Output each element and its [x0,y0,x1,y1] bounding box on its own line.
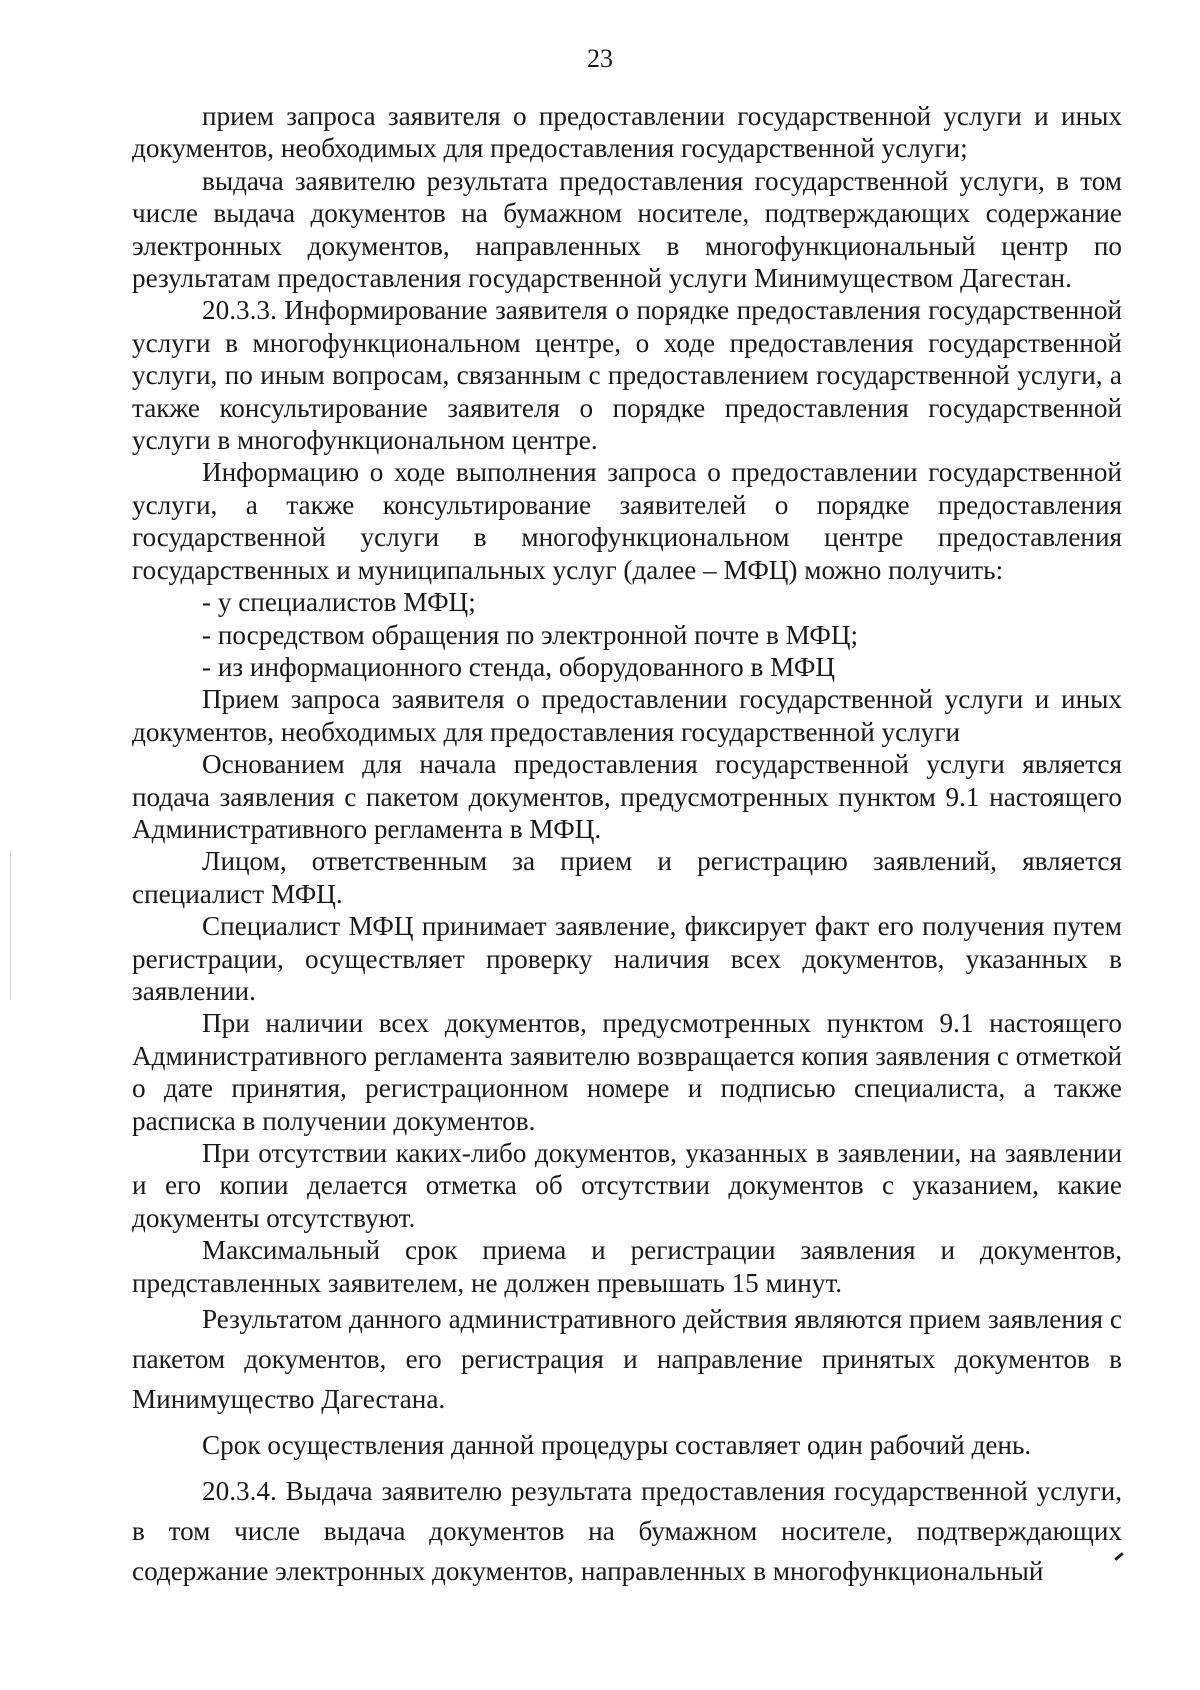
body-text [132,100,1122,1591]
list-item: - посредством обращения по электронной почте в МФЦ; [202,619,859,650]
paragraph: 20.3.3. Информирование заявителя о порядке предоставления государственной услуги в многофункциональном центре, о ходе предоставления государственной услуги, по иным вопросам, связанным с предоставлением государственной услуги, а также консультирование заявителя о порядке предоставления государственной услуги в многофункциональном центре. [132,295,1122,456]
scan-edge-mark [10,850,11,1000]
list-item: - из информационного стенда, оборудованного в МФЦ [202,651,836,682]
paragraph: Результатом данного административного действия являются прием заявления с пакетом документов, его регистрация и направление принятых документов в Минимущество Дагестана. [132,1304,1122,1415]
paragraph: Лицом, ответственным за прием и регистрацию заявлений, является специалист МФЦ. [132,846,1122,909]
paragraph: прием запроса заявителя о предоставлении государственной услуги и иных документов, необходимых для предоставления государственной услуги; [132,101,1122,164]
paragraph: Срок осуществления данной процедуры составляет один рабочий день. [202,1430,1032,1461]
section-heading: Прием запроса заявителя о предоставлении государственной услуги и иных документов, необходимых для предоставления государственной услуги [132,684,1122,747]
paragraph: выдача заявителю результата предоставления государственной услуги, в том числе выдача документов на бумажном носителе, подтверждающих содержание электронных документов, направленных в многофункциональный центр по результатам предоставления государственной услуги Минимуществом Дагестан. [132,165,1122,294]
list-item: - у специалистов МФЦ; [202,587,476,618]
paragraph: Максимальный срок приема и регистрации заявления и документов, представленных заявителем, не должен превышать 15 минут. [132,1235,1122,1298]
paragraph: 20.3.4. Выдача заявителю результата предоставления государственной услуги, в том числе выдача документов на бумажном носителе, подтверждающих содержание электронных документов, направленных в многофункциональный [132,1476,1122,1587]
page-number: 23 [587,44,613,73]
paragraph: Информацию о ходе выполнения запроса о предоставлении государственной услуги, а также консультирование заявителей о порядке предоставления государственной услуги в многофункциональном центре предоставления государственных и муниципальных услуг (далее – МФЦ) можно получить: [132,457,1122,585]
paragraph: При наличии всех документов, предусмотренных пунктом 9.1 настоящего Административного регламента заявителю возвращается копия заявления с отметкой о дате принятия, регистрационном номере и подписью специалиста, а также расписка в получении документов. [132,1008,1123,1136]
paragraph: При отсутствии каких-либо документов, указанных в заявлении, на заявлении и его копии делается отметка об отсутствии документов с указанием, какие документы отсутствуют. [132,1138,1122,1233]
paragraph: Специалист МФЦ принимает заявление, фиксирует факт его получения путем регистрации, осуществляет проверку наличия всех документов, указанных в заявлении. [132,911,1122,1006]
paragraph: Основанием для начала предоставления государственной услуги является подача заявления с пакетом документов, предусмотренных пунктом 9.1 настоящего Административного регламента в МФЦ. [132,749,1122,844]
